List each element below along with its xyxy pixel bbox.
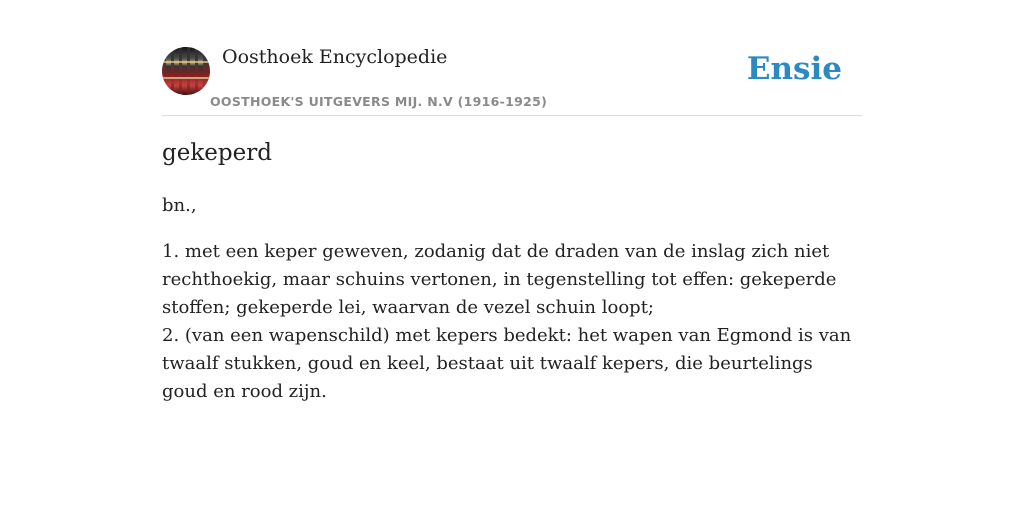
book-spine	[198, 47, 203, 95]
entry-card	[162, 38, 862, 406]
book-cover-avatar[interactable]	[162, 47, 210, 95]
book-band	[162, 61, 210, 63]
publisher-label: OOSTHOEK'S UITGEVERS MIJ. N.V (1916-1925)	[210, 94, 548, 109]
book-spine	[182, 47, 187, 95]
definition-item: 2. (van een wapenschild) met kepers bedekt: het wapen van Egmond is van twaalf stukken, goud en keel, bestaat uit twaalf kepers, die beurtelings goud en rood zijn.	[162, 325, 852, 402]
book-spine	[174, 47, 179, 95]
definition-item: 1. met een keper geweven, zodanig dat de draden van de inslag zich niet rechthoekig, maar schuins vertonen, in tegenstelling tot effen: gekeperde stoffen; gekeperde lei, waarvan de vezel schuin loopt;	[162, 241, 837, 318]
header	[162, 38, 862, 116]
book-band	[162, 77, 210, 79]
part-of-speech: bn.,	[162, 195, 197, 216]
ensie-logo[interactable]: Ensie	[746, 51, 842, 87]
book-spine	[166, 47, 171, 95]
definition-body	[162, 238, 862, 406]
source-title-link[interactable]: Oosthoek Encyclopedie	[222, 46, 448, 68]
book-spine	[190, 47, 195, 95]
entry-term: gekeperd	[162, 140, 272, 166]
